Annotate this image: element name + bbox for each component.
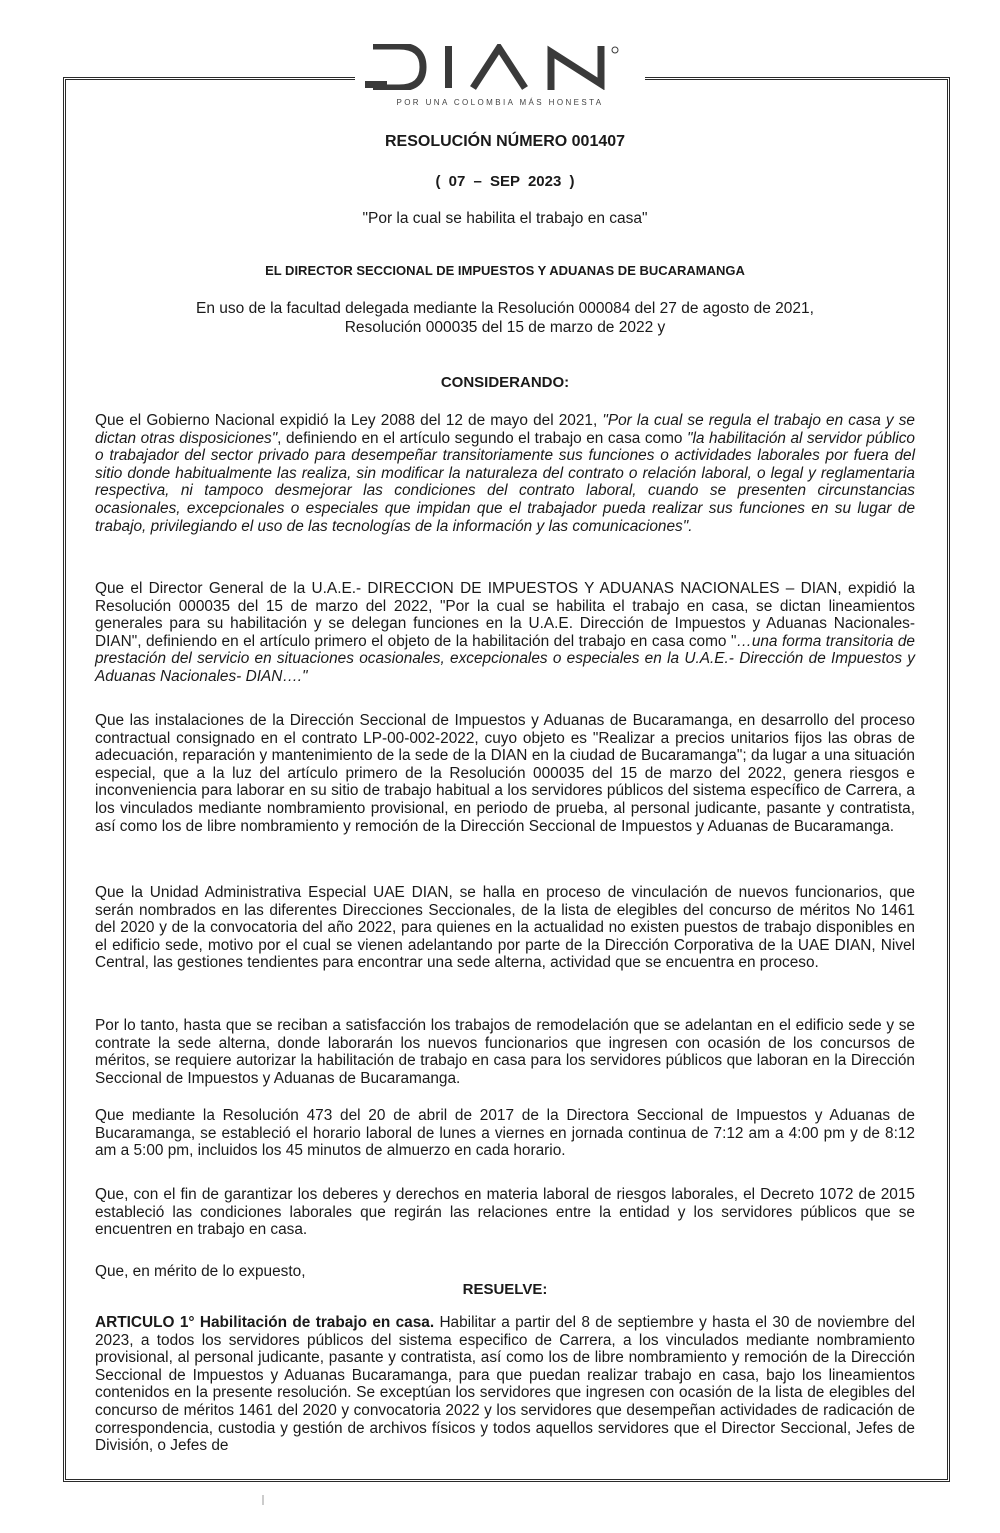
resolution-subject: "Por la cual se habilita el trabajo en casa" [362,210,648,227]
logo-tagline: POR UNA COLOMBIA MÁS HONESTA [396,98,604,107]
considerando-paragraph-8: Que, en mérito de lo expuesto, [95,1263,306,1280]
p2-text-a: Que el Director General de la U.A.E.- DIRECCION DE IMPUESTOS Y ADUANAS NACIONALES – DIAN, expidió la Resolución 000035 del 15 de marzo del 2022, "Por la cual se habilita el trabajo en casa, se dictan lineamientos generales para su habilitación y se delegan funciones en la U.A.E. Dirección de Impuestos y Aduanas Nacionales- DIAN", definiendo en el artículo primero el objeto de la habilitación del trabajo en casa como " [95,580,915,650]
article-1-body: Habilitar a partir del 8 de septiembre y hasta el 30 de noviembre del 2023, a todos los servidores públicos del sistema especifico de Carrera, a los vinculados mediante nombramiento provisional, al personal judicante, pasante y contratista, así como los de libre nombramiento y remoción de la Dirección Seccional de Impuestos y Aduanas Bucaramanga, para que puedan realizar trabajo en casa, bajo los lineamientos contenidos en la presente resolución. Se exceptúan los servidores que ingresen con ocasión de la lista de elegibles del concurso de méritos 1461 del 2020 y convocatoria 2022 y los servidores que desempeñan actividades de radicación de correspondencia, custodia y gestión de archivos físicos y todos aquellos servidores que el Director Seccional, Jefes de División, o Jefes de [95,1314,915,1455]
p1-definition: "la habilitación al servidor público o trabajador del sector privado para desempeñar transitoriamente sus funciones o actividades laborales por fuera del sitio donde habitualmente las realiza, sin modificar la naturaleza del contrato o relación laboral, o legal y reglamentaria respectiva, ni tampoco desmejorar las condiciones del contrato laboral, cuando se presenten circunstancias ocasionales, excepcionales o especiales que impidan que el trabajador pueda realizar sus funciones en su lugar de trabajo, privilegiando el uso de las tecnologías de la información y las comunicaciones". [95,429,915,535]
resolution-number: RESOLUCIÓN NÚMERO 001407 [384,133,626,150]
p1-text-a: Que el Gobierno Nacional expidió la Ley 2088 del 12 de mayo del 2021, [95,412,603,429]
dian-logo [365,44,625,90]
delegation-line-2: Resolución 000035 del 15 de marzo de 2022 y [344,319,666,336]
article-1-title: ARTICULO 1° Habilitación de trabajo en casa. [95,1314,435,1331]
considerando-paragraph-5: Por lo tanto, hasta que se reciban a satisfacción los trabajos de remodelación que se adelantan en el edificio sede y se contrate la sede alterna, donde laborarán los nuevos funcionarios que ingresen con ocasión de los concursos de méritos, se requiere autorizar la habilitación de trabajo en casa para los servidores públicos que laboran en la Dirección Seccional de Impuestos y Aduanas de Bucaramanga. [95,1017,915,1087]
article-1 [95,1314,915,1455]
considerando-paragraph-2 [95,580,915,686]
considerando-heading: CONSIDERANDO: [440,374,570,391]
resolution-date: ( 07 – SEP 2023 ) [435,173,575,190]
issuing-authority: EL DIRECTOR SECCIONAL DE IMPUESTOS Y ADUANAS DE BUCARAMANGA [265,263,745,278]
considerando-paragraph-3: Que las instalaciones de la Dirección Seccional de Impuestos y Aduanas de Bucaramanga, en desarrollo del proceso contractual consignado en el contrato LP-00-002-2022, cuyo objeto es "Realizar a precios unitarios fijos las obras de adecuación, reparación y mantenimiento de la sede de la DIAN en la ciudad de Bucaramanga"; da lugar a una situación especial, que a la luz del artículo primero de la Resolución 000035 del 15 de marzo del 2022, genera riesgos e inconveniencia para laborar en su sitio de trabajo habitual a los servidores públicos del sistema específico de Carrera, a los vinculados mediante nombramiento provisional, en periodo de prueba, al personal judicante, pasante y contratista, así como los de libre nombramiento y remoción de la Dirección Seccional de Impuestos y Aduanas de Bucaramanga. [95,712,915,835]
considerando-paragraph-4: Que la Unidad Administrativa Especial UAE DIAN, se halla en proceso de vinculación de nuevos funcionarios, que serán nombrados en las diferentes Direcciones Seccionales, de la lista de elegibles del concurso de méritos No 1461 del 2020 y de la convocatoria del año 2022, para quienes en la actualidad no existen puestos de trabajo disponibles en el edificio sede, motivo por el cual se vienen adelantando por parte de la Dirección Corporativa de la UAE DIAN, Nivel Central, las gestiones tendientes para encontrar una sede alterna, actividad que se encuentra en proceso. [95,884,915,972]
scan-mark [262,1495,264,1505]
considerando-paragraph-6: Que mediante la Resolución 473 del 20 de abril de 2017 de la Directora Seccional de Impuestos y Aduanas de Bucaramanga, se estableció el horario laboral de lunes a viernes en jornada continua de 7:12 am a 4:00 pm y de 8:12 am a 5:00 pm, incluidos los 45 minutos de almuerzo en cada horario. [95,1107,915,1160]
p1-text-c: , definiendo en el artículo segundo el trabajo en casa como [277,429,688,447]
resuelve-heading: RESUELVE: [462,1281,548,1298]
delegation-statement [95,299,915,337]
p2-quote: …una forma transitoria de prestación del servicio en situaciones ocasionales, excepcionales o especiales en la U.A.E.- Dirección de Impuestos y Aduanas Nacionales- DIAN…." [95,632,915,685]
p1-law-title: "Por la cual se regula el trabajo en casa y se dictan otras disposiciones" [95,412,915,447]
considerando-paragraph-1 [95,412,915,535]
delegation-line-1: En uso de la facultad delegada mediante la Resolución 000084 del 27 de agosto de 2021, [196,300,814,317]
considerando-paragraph-7: Que, con el fin de garantizar los deberes y derechos en materia laboral de riesgos laborales, el Decreto 1072 de 2015 estableció las condiciones laborales que regirán las relaciones entre la entidad y los servidores públicos que se encuentren en trabajo en casa. [95,1186,915,1239]
